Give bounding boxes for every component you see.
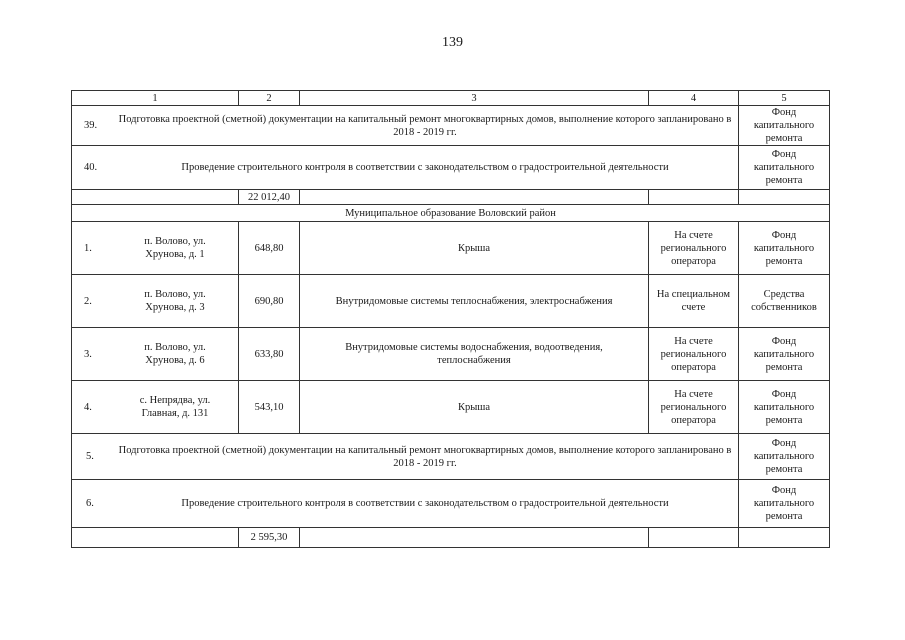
total-row [72,190,830,205]
work-type: Внутридомовые системы водоснабжения, водоотведения, теплоснабжения [300,328,649,381]
address: п. Волово, ул. Хрунова, д. 1 [144,236,206,260]
section-row [72,205,830,222]
table-row [72,434,830,480]
row-number: 4. [84,401,92,413]
row-description: Проведение строительного контроля в соответствии с законодательством о градостроительной деятельности [181,162,669,173]
header-row [72,91,830,106]
section-title: Муниципальное образование Воловский район [72,205,830,222]
table-row [72,275,830,328]
row-number: 6. [86,498,94,509]
row-number: 3. [84,348,92,360]
header-col-5: 5 [739,91,830,106]
table-row [72,381,830,434]
address: с. Непрядва, ул. Главная, д. 131 [139,395,211,419]
fund-cell: Фонд капитального ремонта [739,381,830,434]
row-number: 39. [84,120,98,131]
row-description: Проведение строительного контроля в соответствии с законодательством о градостроительной деятельности [181,498,669,509]
header-col-3: 3 [300,91,649,106]
table-row [72,146,830,190]
row-description: Подготовка проектной (сметной) документации на капитальный ремонт многоквартирных домов, выполнение которого запланировано в 2018 - 2019 гг. [118,444,732,469]
address: п. Волово, ул. Хрунова, д. 6 [144,342,206,366]
row-number: 1. [84,242,92,254]
account-type: На счете регионального оператора [649,328,739,381]
address: п. Волово, ул. Хрунова, д. 3 [144,289,206,313]
row-number: 5. [86,451,94,462]
row-description: Подготовка проектной (сметной) документации на капитальный ремонт многоквартирных домов, выполнение которого запланировано в 2018 - 2019 гг. [118,113,732,138]
amount: 690,80 [239,275,300,328]
account-type: На счете регионального оператора [649,222,739,275]
fund-cell: Средства собственников [739,275,830,328]
total-row [72,528,830,548]
amount: 543,10 [239,381,300,434]
row-number: 40. [84,162,98,173]
merged-cell [72,434,739,480]
account-type: На счете регионального оператора [649,381,739,434]
fund-cell: Фонд капитального ремонта [739,106,830,146]
table-row [72,222,830,275]
header-col-2: 2 [239,91,300,106]
merged-cell [72,146,739,190]
table-row [72,106,830,146]
total-amount: 22 012,40 [239,190,300,205]
fund-cell: Фонд капитального ремонта [739,434,830,480]
header-col-1: 1 [72,91,239,106]
work-type: Внутридомовые системы теплоснабжения, электроснабжения [300,275,649,328]
amount: 633,80 [239,328,300,381]
header-col-4: 4 [649,91,739,106]
table-row [72,480,830,528]
work-type: Крыша [300,381,649,434]
amount: 648,80 [239,222,300,275]
work-type: Крыша [300,222,649,275]
total-amount: 2 595,30 [239,528,300,548]
merged-cell [72,480,739,528]
fund-cell: Фонд капитального ремонта [739,328,830,381]
fund-cell: Фонд капитального ремонта [739,222,830,275]
fund-cell: Фонд капитального ремонта [739,480,830,528]
page-number: 139 [442,35,463,50]
table-row [72,328,830,381]
row-number: 2. [84,295,92,307]
capital-repair-table [71,90,830,548]
account-type: На специальном счете [649,275,739,328]
fund-cell: Фонд капитального ремонта [739,146,830,190]
merged-cell [72,106,739,146]
